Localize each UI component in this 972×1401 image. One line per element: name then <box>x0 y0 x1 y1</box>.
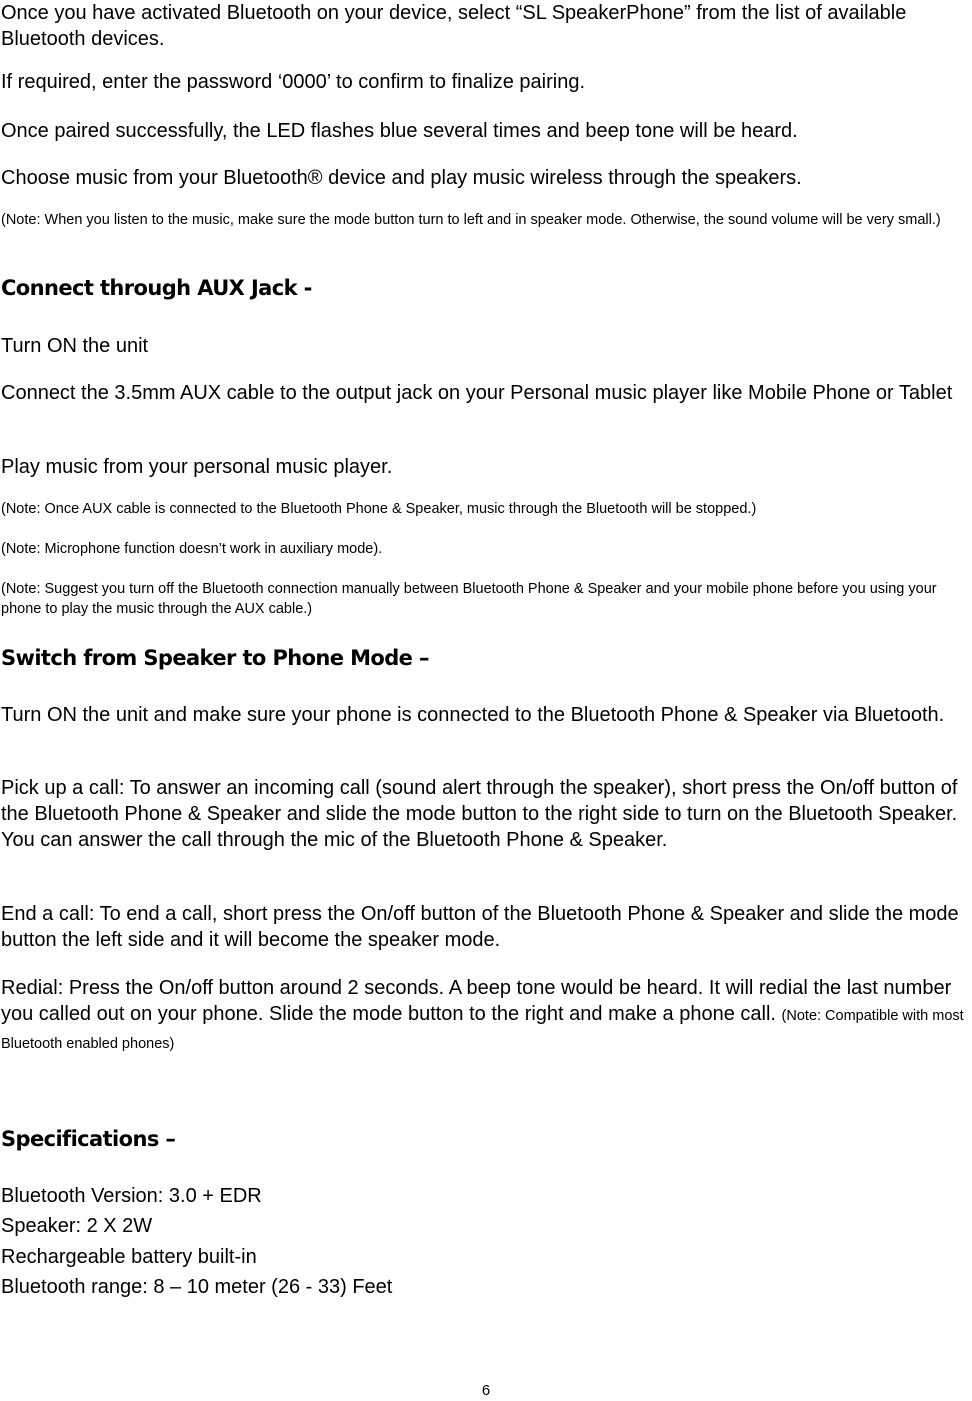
aux-turn-on-text: Turn ON the unit <box>1 335 149 357</box>
phone-mode-pick-up-call-text: Pick up a call: To answer an incoming call (sound alert through the speaker), short press the On/off button of the Bluetooth Phone & Speaker and slide the mode button to the right side to turn on the Bluetooth Speaker. You can answer the call through the mic of the Bluetooth Phone & Speaker. <box>1 777 958 851</box>
phone-mode-redial-text <box>1 975 969 1057</box>
aux-connect-cable-text: Connect the 3.5mm AUX cable to the output jack on your Personal music player like Mobile Phone or Tablet <box>1 382 953 404</box>
aux-section-heading: Connect through AUX Jack - <box>1 276 312 300</box>
intro-select-device-text: Once you have activated Bluetooth on your device, select “SL SpeakerPhone” from the list of available Bluetooth devices. <box>1 2 907 50</box>
spec-item-bluetooth-version: Bluetooth Version: 3.0 + EDR <box>1 1185 262 1207</box>
phone-mode-section-heading: Switch from Speaker to Phone Mode – <box>1 646 429 670</box>
intro-paired-text: Once paired successfully, the LED flashes blue several times and beep tone will be heard. <box>1 120 798 142</box>
spec-item-range: Bluetooth range: 8 – 10 meter (26 - 33) Feet <box>1 1276 393 1298</box>
redial-main-text: Redial: Press the On/off button around 2 seconds. A beep tone would be heard. It will redial the last number you called out on your phone. Slide the mode button to the right and make a phone call. <box>1 977 952 1025</box>
redial-compatibility-note: (Note: Compatible with most Bluetooth enabled phones) <box>1 1008 964 1052</box>
phone-mode-end-call-text: End a call: To end a call, short press the On/off button of the Bluetooth Phone & Speaker and slide the mode button the left side and it will become the speaker mode. <box>1 903 959 951</box>
specifications-heading: Specifications – <box>1 1127 176 1151</box>
aux-turn-off-bluetooth-note: (Note: Suggest you turn off the Bluetooth connection manually between Bluetooth Phone & Speaker and your mobile phone before you using your phone to play the music through the AUX cable.) <box>1 581 937 617</box>
page-number: 6 <box>481 1382 491 1399</box>
aux-play-music-text: Play music from your personal music player. <box>1 456 393 478</box>
spec-item-battery: Rechargeable battery built-in <box>1 1246 257 1268</box>
intro-play-music-text: Choose music from your Bluetooth® device and play music wireless through the speakers. <box>1 167 802 189</box>
aux-bluetooth-stop-note: (Note: Once AUX cable is connected to the Bluetooth Phone & Speaker, music through the Bluetooth will be stopped.) <box>1 501 757 517</box>
aux-microphone-note: (Note: Microphone function doesn’t work in auxiliary mode). <box>1 541 383 557</box>
intro-mode-note: (Note: When you listen to the music, make sure the mode button turn to left and in speaker mode. Otherwise, the sound volume will be very small.) <box>1 212 941 228</box>
phone-mode-turn-on-text: Turn ON the unit and make sure your phone is connected to the Bluetooth Phone & Speaker via Bluetooth. <box>1 704 945 726</box>
intro-password-text: If required, enter the password ‘0000’ to confirm to finalize pairing. <box>1 71 586 93</box>
spec-item-speaker: Speaker: 2 X 2W <box>1 1215 153 1237</box>
